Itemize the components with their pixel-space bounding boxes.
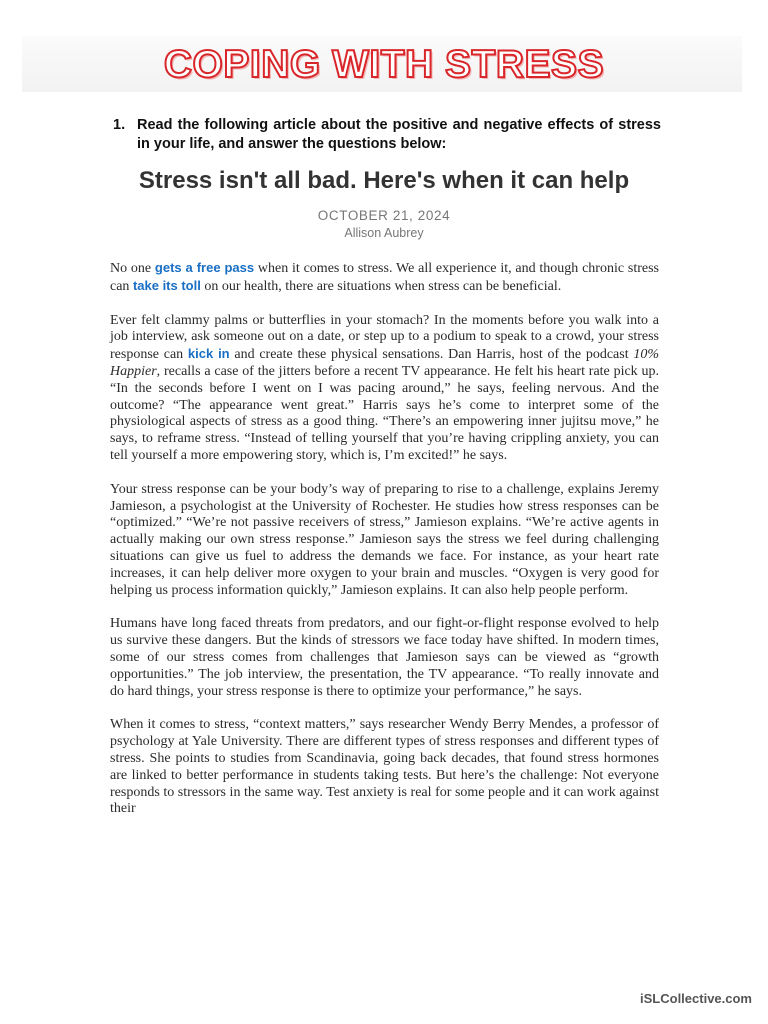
instruction <box>113 116 661 154</box>
link-kick-in[interactable]: kick in <box>187 346 230 362</box>
p1-text-1: No one <box>110 261 155 276</box>
paragraph-2 <box>110 313 659 465</box>
link-take-its-toll[interactable]: take its toll <box>132 277 201 293</box>
paragraph-5: When it comes to stress, “context matters,” says researcher Wendy Berry Mendes, a professor of psychology at Yale University. There are different types of stress responses and different types of stress. She points to studies from Scandinavia, going back decades, that found stress hormones are linked to better performance in students taking tests. But here’s the challenge: Not everyone responds to stressors in the same way. Test anxiety is real for some people and it can work against their <box>110 717 659 817</box>
article-body <box>110 260 659 835</box>
paragraph-3: Your stress response can be your body’s way of preparing to rise to a challenge, explains Jeremy Jamieson, a psychologist at the University of Rochester. He studies how stress responses can be “optimized.” “We’re not passive receivers of stress,” Jamieson explains. “We’re active agents in actually making our own stress response.” Jamieson says the stress we feel during challenging situations can give us fuel to address the demands we face. For instance, as your heart rate increases, it can help deliver more oxygen to your brain and muscles. “Oxygen is very good for helping us process information quickly,” Jamieson explains. It can also help people perform. <box>110 481 659 598</box>
p2-text-3: , recalls a case of the jitters before a recent TV appearance. He felt his heart rate pick up. “In the seconds before I went on I was pacing around,” he says, feeling nervous. And the outcome? “The appearance went great.” Harris says he’s come to interpret some of the physiological aspects of stress as a good thing. “There’s an empowering inner jujitsu move,” he says, to reframe stress. “Instead of telling yourself that you’re having crippling anxiety, you can tell yourself a more empowering story, which is, I’m excited!” he says. <box>110 363 659 463</box>
paragraph-4: Humans have long faced threats from predators, and our fight-or-flight response evolved to help us survive these dangers. But the kinds of stressors we face today have shifted. In modern times, some of our stress comes from challenges that Jamieson says can be viewed as “growth opportunities.” The job interview, the presentation, the TV appearance. “To really innovate and do hard things, your stress response is there to optimize your performance,” he says. <box>110 616 659 699</box>
article-author: Allison Aubrey <box>344 226 424 240</box>
link-gets-a-free-pass[interactable]: gets a free pass <box>154 260 255 275</box>
instruction-text: Read the following article about the positive and negative effects of stress in your life, and answer the questions below: <box>137 117 661 152</box>
p1-text-2: when it comes to stress. We all experience it, and though chronic stress can <box>110 261 659 294</box>
p1-text-3: on our health, there are situations when stress can be beneficial. <box>200 278 562 294</box>
p2-text-1: Ever felt clammy palms or butterflies in your stomach? In the moments before you walk into a job interview, ask someone out on a date, or step up to a podium to speak to a crowd, your stress response can <box>110 312 659 363</box>
article-headline: Stress isn't all bad. Here's when it can help <box>138 167 630 194</box>
watermark: iSLCollective.com <box>640 991 752 1006</box>
instruction-number: 1. <box>113 117 126 133</box>
article-date: OCTOBER 21, 2024 <box>317 208 451 223</box>
p2-text-2: and create these physical sensations. Dan Harris, host of the podcast <box>229 347 634 363</box>
podcast-name: 10% Happier <box>110 347 659 379</box>
worksheet-title: COPING WITH STRESS <box>163 43 605 86</box>
paragraph-1 <box>110 260 659 296</box>
